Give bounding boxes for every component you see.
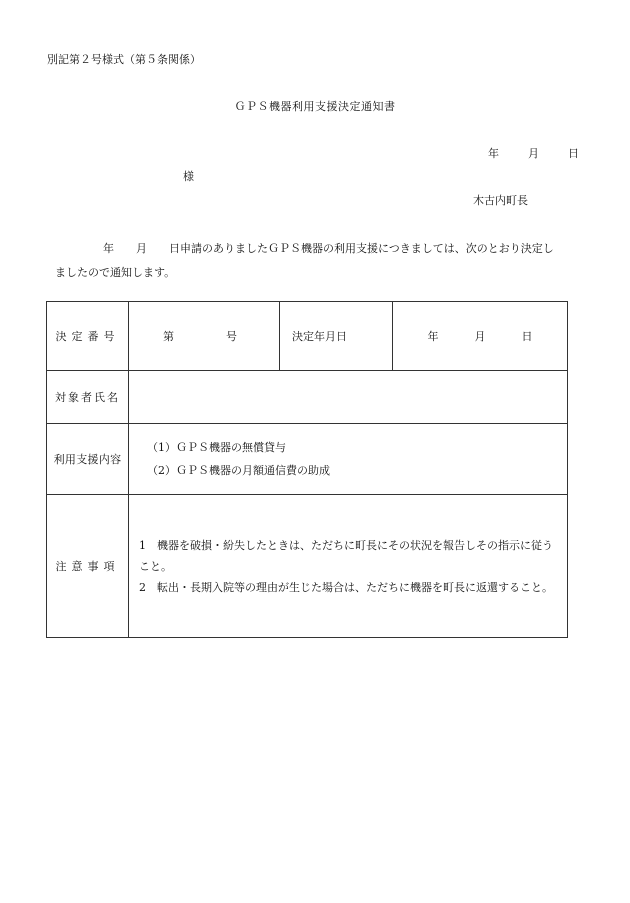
body-line-2: ましたので通知します。 <box>55 266 176 279</box>
sender-name: 木古内町長 <box>473 194 528 207</box>
support-item: （1）ＧＰＳ機器の無償貸与 <box>147 441 286 454</box>
issue-date <box>488 145 579 161</box>
issue-date-year: 年 <box>488 147 499 160</box>
decision-date-day: 日 <box>521 330 533 343</box>
issue-date-day: 日 <box>568 147 579 160</box>
table-row <box>47 371 568 424</box>
decision-date-month: 月 <box>474 330 486 343</box>
issue-date-month: 月 <box>528 147 539 160</box>
form-label: 別記第２号様式（第５条関係） <box>47 53 201 66</box>
notes-label: 注意事項 <box>47 495 129 638</box>
target-name-value <box>129 371 568 424</box>
decision-date-label: 決定年月日 <box>280 302 393 371</box>
decision-date-value <box>393 302 568 371</box>
support-label: 利用支援内容 <box>47 424 129 495</box>
note-item: 2 転出・長期入院等の理由が生じた場合は、ただちに機器を町長に返還すること。 <box>139 580 553 594</box>
decision-number-dai: 第 <box>163 330 174 343</box>
table-row <box>47 495 568 638</box>
support-item: （2）ＧＰＳ機器の月額通信費の助成 <box>147 464 330 477</box>
support-items <box>129 424 568 495</box>
decision-table <box>46 301 568 638</box>
document-title: ＧＰＳ機器利用支援決定通知書 <box>234 100 396 113</box>
table-row <box>47 302 568 371</box>
decision-number-go: 号 <box>226 330 237 343</box>
decision-number-cell <box>129 302 280 371</box>
decision-date-year: 年 <box>427 330 439 343</box>
notes-list <box>129 495 568 638</box>
recipient-suffix: 様 <box>183 170 194 183</box>
body-text <box>47 237 573 285</box>
body-line-1: 年 月 日申請のありましたＧＰＳ機器の利用支援につきましては、次のとおり決定し <box>103 242 554 255</box>
table-row <box>47 424 568 495</box>
decision-number-label: 決定番号 <box>47 302 129 371</box>
note-item: 1 機器を破損・紛失したときは、ただちに町長にその状況を報告しその指示に従うこと。 <box>139 538 553 573</box>
target-name-label: 対象者氏名 <box>47 371 129 424</box>
